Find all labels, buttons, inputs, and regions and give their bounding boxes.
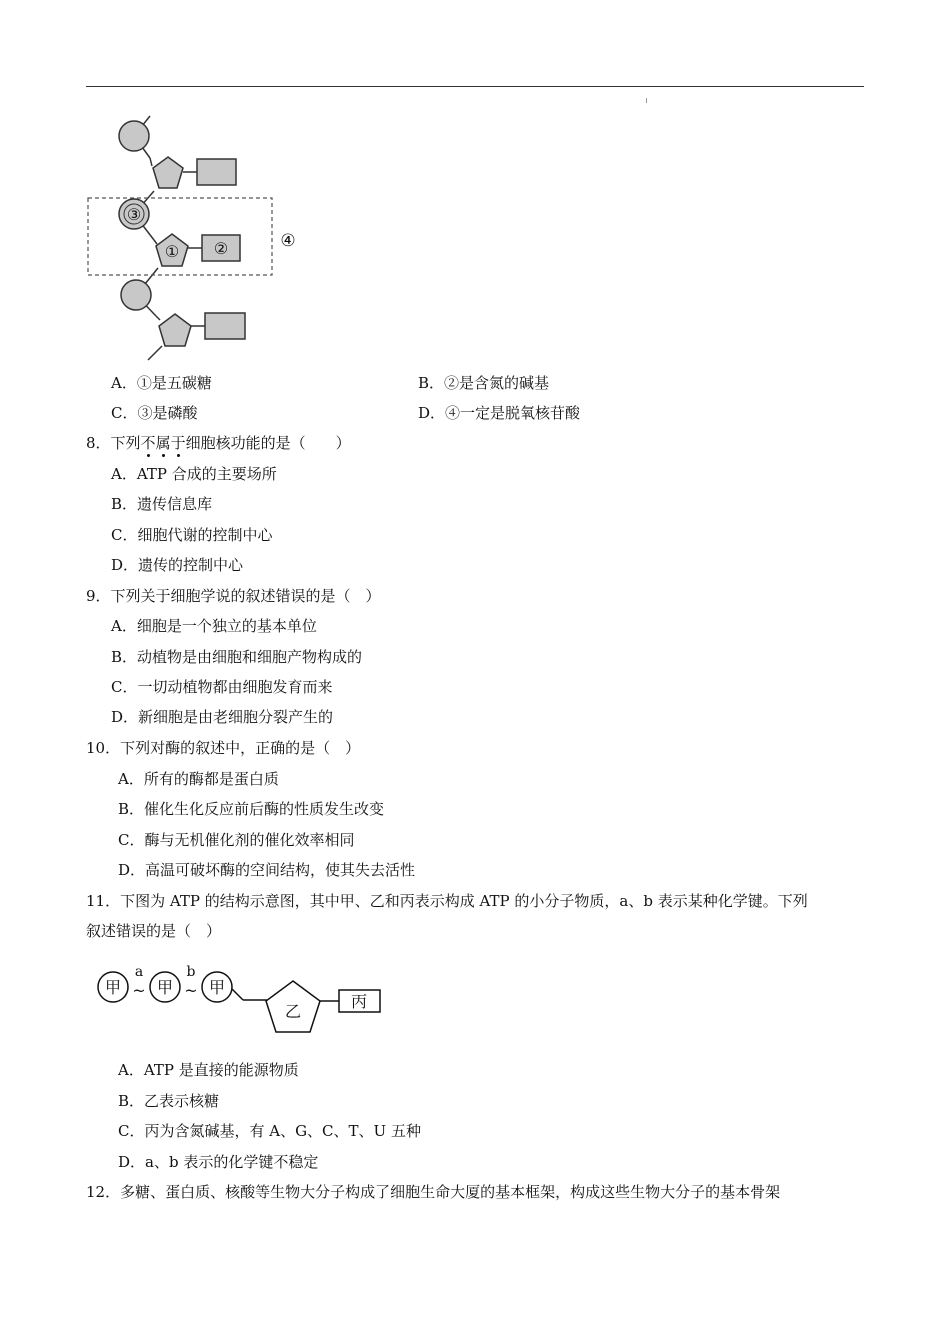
- pentose-pentagon-1: [156, 234, 188, 266]
- emphasis-char: 不: [140, 434, 156, 452]
- base-rect-top: [197, 159, 236, 185]
- q8-option-c: C．细胞代谢的控制中心: [111, 526, 273, 544]
- q12-stem-line1: 12．多糖、蛋白质、核酸等生物大分子构成了细胞生命大厦的基本框架，构成这些生物大分子的基本骨架: [86, 1183, 781, 1201]
- q7-option-c: C．③是磷酸: [111, 404, 198, 422]
- label-2: ②: [213, 239, 229, 258]
- atp-base-rect: [339, 990, 380, 1012]
- q11-option-c: C．丙为含氮碱基，有 A、G、C、T、U 五种: [118, 1122, 421, 1140]
- bond-label-b: b: [186, 964, 196, 980]
- label-4: ④: [280, 231, 296, 251]
- pentose-pentagon-bottom: [159, 314, 191, 346]
- atp-phosphate-3: [202, 972, 232, 1002]
- high-energy-bond-a: ~: [132, 981, 146, 1000]
- q10-option-c: C．酶与无机催化剂的催化效率相同: [118, 831, 355, 849]
- atp-phosphate-2: [150, 972, 180, 1002]
- svg-text:甲: 甲: [208, 978, 226, 997]
- q10-option-d: D．高温可破坏酶的空间结构，使其失去活性: [118, 861, 416, 879]
- q8-option-d: D．遗传的控制中心: [111, 556, 244, 574]
- svg-text:丙: 丙: [350, 992, 368, 1011]
- q10-stem: 10．下列对酶的叙述中，正确的是（ ）: [86, 739, 361, 757]
- pentose-pentagon-top: [153, 157, 183, 188]
- atp-ribose-pentagon: [266, 981, 320, 1032]
- atp-structure-figure: [90, 962, 390, 1044]
- phosphate-circle-3: [119, 199, 149, 229]
- svg-text:甲: 甲: [104, 978, 122, 997]
- q9-option-b: B．动植物是由细胞和细胞产物构成的: [111, 648, 363, 666]
- bond-label-a: a: [134, 964, 144, 980]
- q10-option-b: B．催化生化反应前后酶的性质发生改变: [118, 800, 385, 818]
- phosphate-circle-top: [119, 121, 149, 151]
- q9-option-c: C．一切动植物都由细胞发育而来: [111, 678, 333, 696]
- svg-text:甲: 甲: [156, 978, 174, 997]
- q11-option-d: D．a、b 表示的化学键不稳定: [118, 1153, 319, 1171]
- q7-option-a: A．①是五碳糖: [111, 374, 212, 392]
- q9-stem: 9．下列关于细胞学说的叙述错误的是（ ）: [86, 587, 381, 605]
- base-rect-2: [202, 235, 240, 261]
- q11-stem-line1: 11．下图为 ATP 的结构示意图，其中甲、乙和丙表示构成 ATP 的小分子物质，a、b 表示某种化学键。下列: [86, 892, 808, 910]
- high-energy-bond-b: ~: [184, 981, 198, 1000]
- q9-option-a: A．细胞是一个独立的基本单位: [111, 617, 317, 635]
- base-rect-bottom: [205, 313, 245, 339]
- q8-option-b: B．遗传信息库: [111, 495, 213, 513]
- q11-stem-line2: 叙述错误的是（ ）: [86, 922, 222, 940]
- header-rule: [86, 86, 864, 87]
- phosphate-circle-bottom: [121, 280, 151, 310]
- q8-stem: 8．下列不属于细胞核功能的是（ ）: [86, 434, 351, 452]
- header-mark: [646, 98, 647, 103]
- q8-option-a: A．ATP 合成的主要场所: [111, 465, 277, 483]
- nucleotide-chain-figure: [84, 108, 314, 368]
- q11-option-b: B．乙表示核糖: [118, 1092, 220, 1110]
- q7-option-d: D．④一定是脱氧核苷酸: [418, 404, 581, 422]
- svg-text:乙: 乙: [284, 1002, 302, 1021]
- label-1: ①: [164, 242, 180, 261]
- q9-option-d: D．新细胞是由老细胞分裂产生的: [111, 708, 334, 726]
- q11-option-a: A．ATP 是直接的能源物质: [118, 1061, 299, 1079]
- atp-phosphate-1: [98, 972, 128, 1002]
- q7-option-b: B．②是含氮的碱基: [418, 374, 550, 392]
- emphasis-char: 属: [155, 434, 171, 452]
- q10-option-a: A．所有的酶都是蛋白质: [118, 770, 279, 788]
- emphasis-char: 于: [170, 434, 186, 452]
- label-3: ③: [126, 205, 142, 224]
